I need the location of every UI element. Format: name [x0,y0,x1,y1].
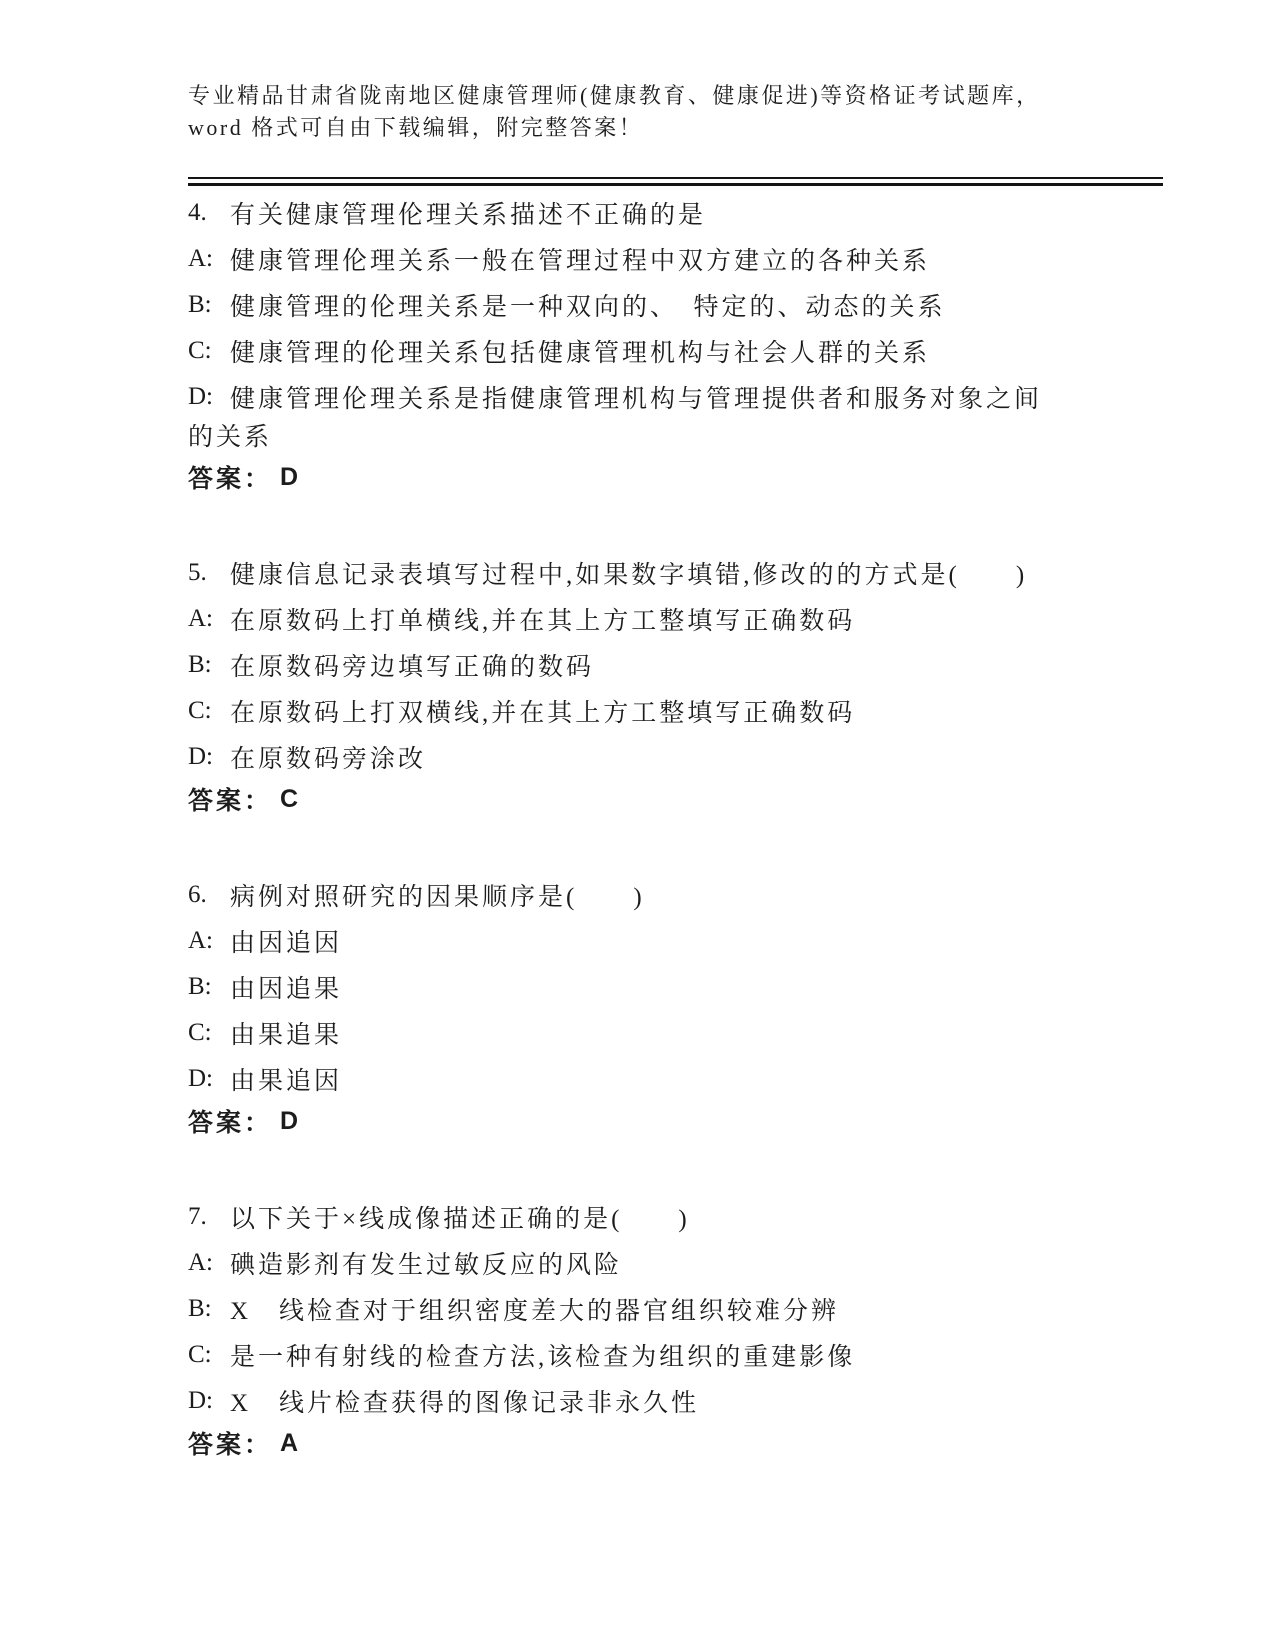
option-label: D: [188,1387,213,1414]
answer-value: D [280,1106,302,1135]
question-title: 以下关于×线成像描述正确的是( ) [230,1206,690,1233]
header-divider [188,177,1163,186]
option-label: C: [188,697,212,724]
option-label: D: [188,743,213,770]
question-title-row [188,872,1163,918]
option-label: A: [188,1249,213,1276]
option-text-continuation: 的关系 [188,424,273,451]
question-4 [188,190,1163,500]
option-a-row [188,236,1163,282]
option-text: 碘造影剂有发生过敏反应的风险 [230,1252,623,1279]
option-label: B: [188,973,212,1000]
answer-row [188,1420,1163,1466]
option-b-row [188,282,1163,328]
answer-row [188,776,1163,822]
question-title: 病例对照研究的因果顺序是( ) [230,884,645,911]
option-text: 在原数码旁边填写正确的数码 [230,654,595,681]
option-label: C: [188,1019,212,1046]
question-title: 健康信息记录表填写过程中,如果数字填错,修改的的方式是( ) [230,562,1028,589]
option-d-row [188,734,1163,780]
option-text: 健康管理伦理关系一般在管理过程中双方建立的各种关系 [230,248,931,275]
document-header [188,80,1163,144]
option-label: B: [188,291,212,318]
answer-label: 答案： [188,1110,273,1137]
option-text: 由因追果 [230,976,343,1003]
option-text: 健康管理的伦理关系包括健康管理机构与社会人群的关系 [230,340,931,367]
question-title-row [188,1194,1163,1240]
answer-row [188,1098,1163,1144]
option-b-row [188,964,1163,1010]
option-c-row [188,1010,1163,1056]
answer-label: 答案： [188,466,273,493]
header-line-1: 专业精品甘肃省陇南地区健康管理师(健康教育、健康促进)等资格证考试题库， [188,83,1041,108]
answer-value: C [280,784,302,813]
question-title: 有关健康管理伦理关系描述不正确的是 [230,202,707,229]
option-label: D: [188,1065,213,1092]
option-d-wrap-row [188,412,1163,458]
question-list [188,190,1163,1466]
option-c-row [188,1332,1163,1378]
option-text: 健康管理伦理关系是指健康管理机构与管理提供者和服务对象之间 [230,386,1043,413]
option-text: X 线片检查获得的图像记录非永久性 [230,1390,700,1417]
answer-row [188,454,1163,500]
option-c-row [188,688,1163,734]
option-a-row [188,596,1163,642]
option-label: A: [188,605,213,632]
answer-value: A [280,1428,302,1457]
option-label: A: [188,927,213,954]
option-label: A: [188,245,213,272]
question-5 [188,550,1163,822]
option-c-row [188,328,1163,374]
option-text: 在原数码上打双横线,并在其上方工整填写正确数码 [230,700,856,727]
option-text: 由果追果 [230,1022,343,1049]
question-number: 7. [188,1203,207,1230]
question-title-row [188,550,1163,596]
answer-label: 答案： [188,788,273,815]
question-7 [188,1194,1163,1466]
option-label: B: [188,1295,212,1322]
option-text: 在原数码旁涂改 [230,746,427,773]
option-b-row [188,642,1163,688]
question-number: 5. [188,559,207,586]
option-label: D: [188,383,213,410]
option-a-row [188,1240,1163,1286]
option-b-row [188,1286,1163,1332]
option-label: B: [188,651,212,678]
option-text: 由因追因 [230,930,343,957]
option-text: X 线检查对于组织密度差大的器官组织较难分辨 [230,1298,840,1325]
answer-label: 答案： [188,1432,273,1459]
option-text: 健康管理的伦理关系是一种双向的、 特定的、动态的关系 [230,294,946,321]
question-title-row [188,190,1163,236]
option-text: 由果追因 [230,1068,343,1095]
option-a-row [188,918,1163,964]
option-text: 是一种有射线的检查方法,该检查为组织的重建影像 [230,1344,856,1371]
answer-value: D [280,462,302,491]
option-d-row [188,1378,1163,1424]
option-text: 在原数码上打单横线,并在其上方工整填写正确数码 [230,608,856,635]
question-number: 6. [188,881,207,908]
header-line-2: word 格式可自由下载编辑，附完整答案！ [188,115,644,140]
option-d-row [188,1056,1163,1102]
option-d-row [188,374,1163,420]
question-number: 4. [188,199,207,226]
option-label: C: [188,1341,212,1368]
question-6 [188,872,1163,1144]
option-label: C: [188,337,212,364]
